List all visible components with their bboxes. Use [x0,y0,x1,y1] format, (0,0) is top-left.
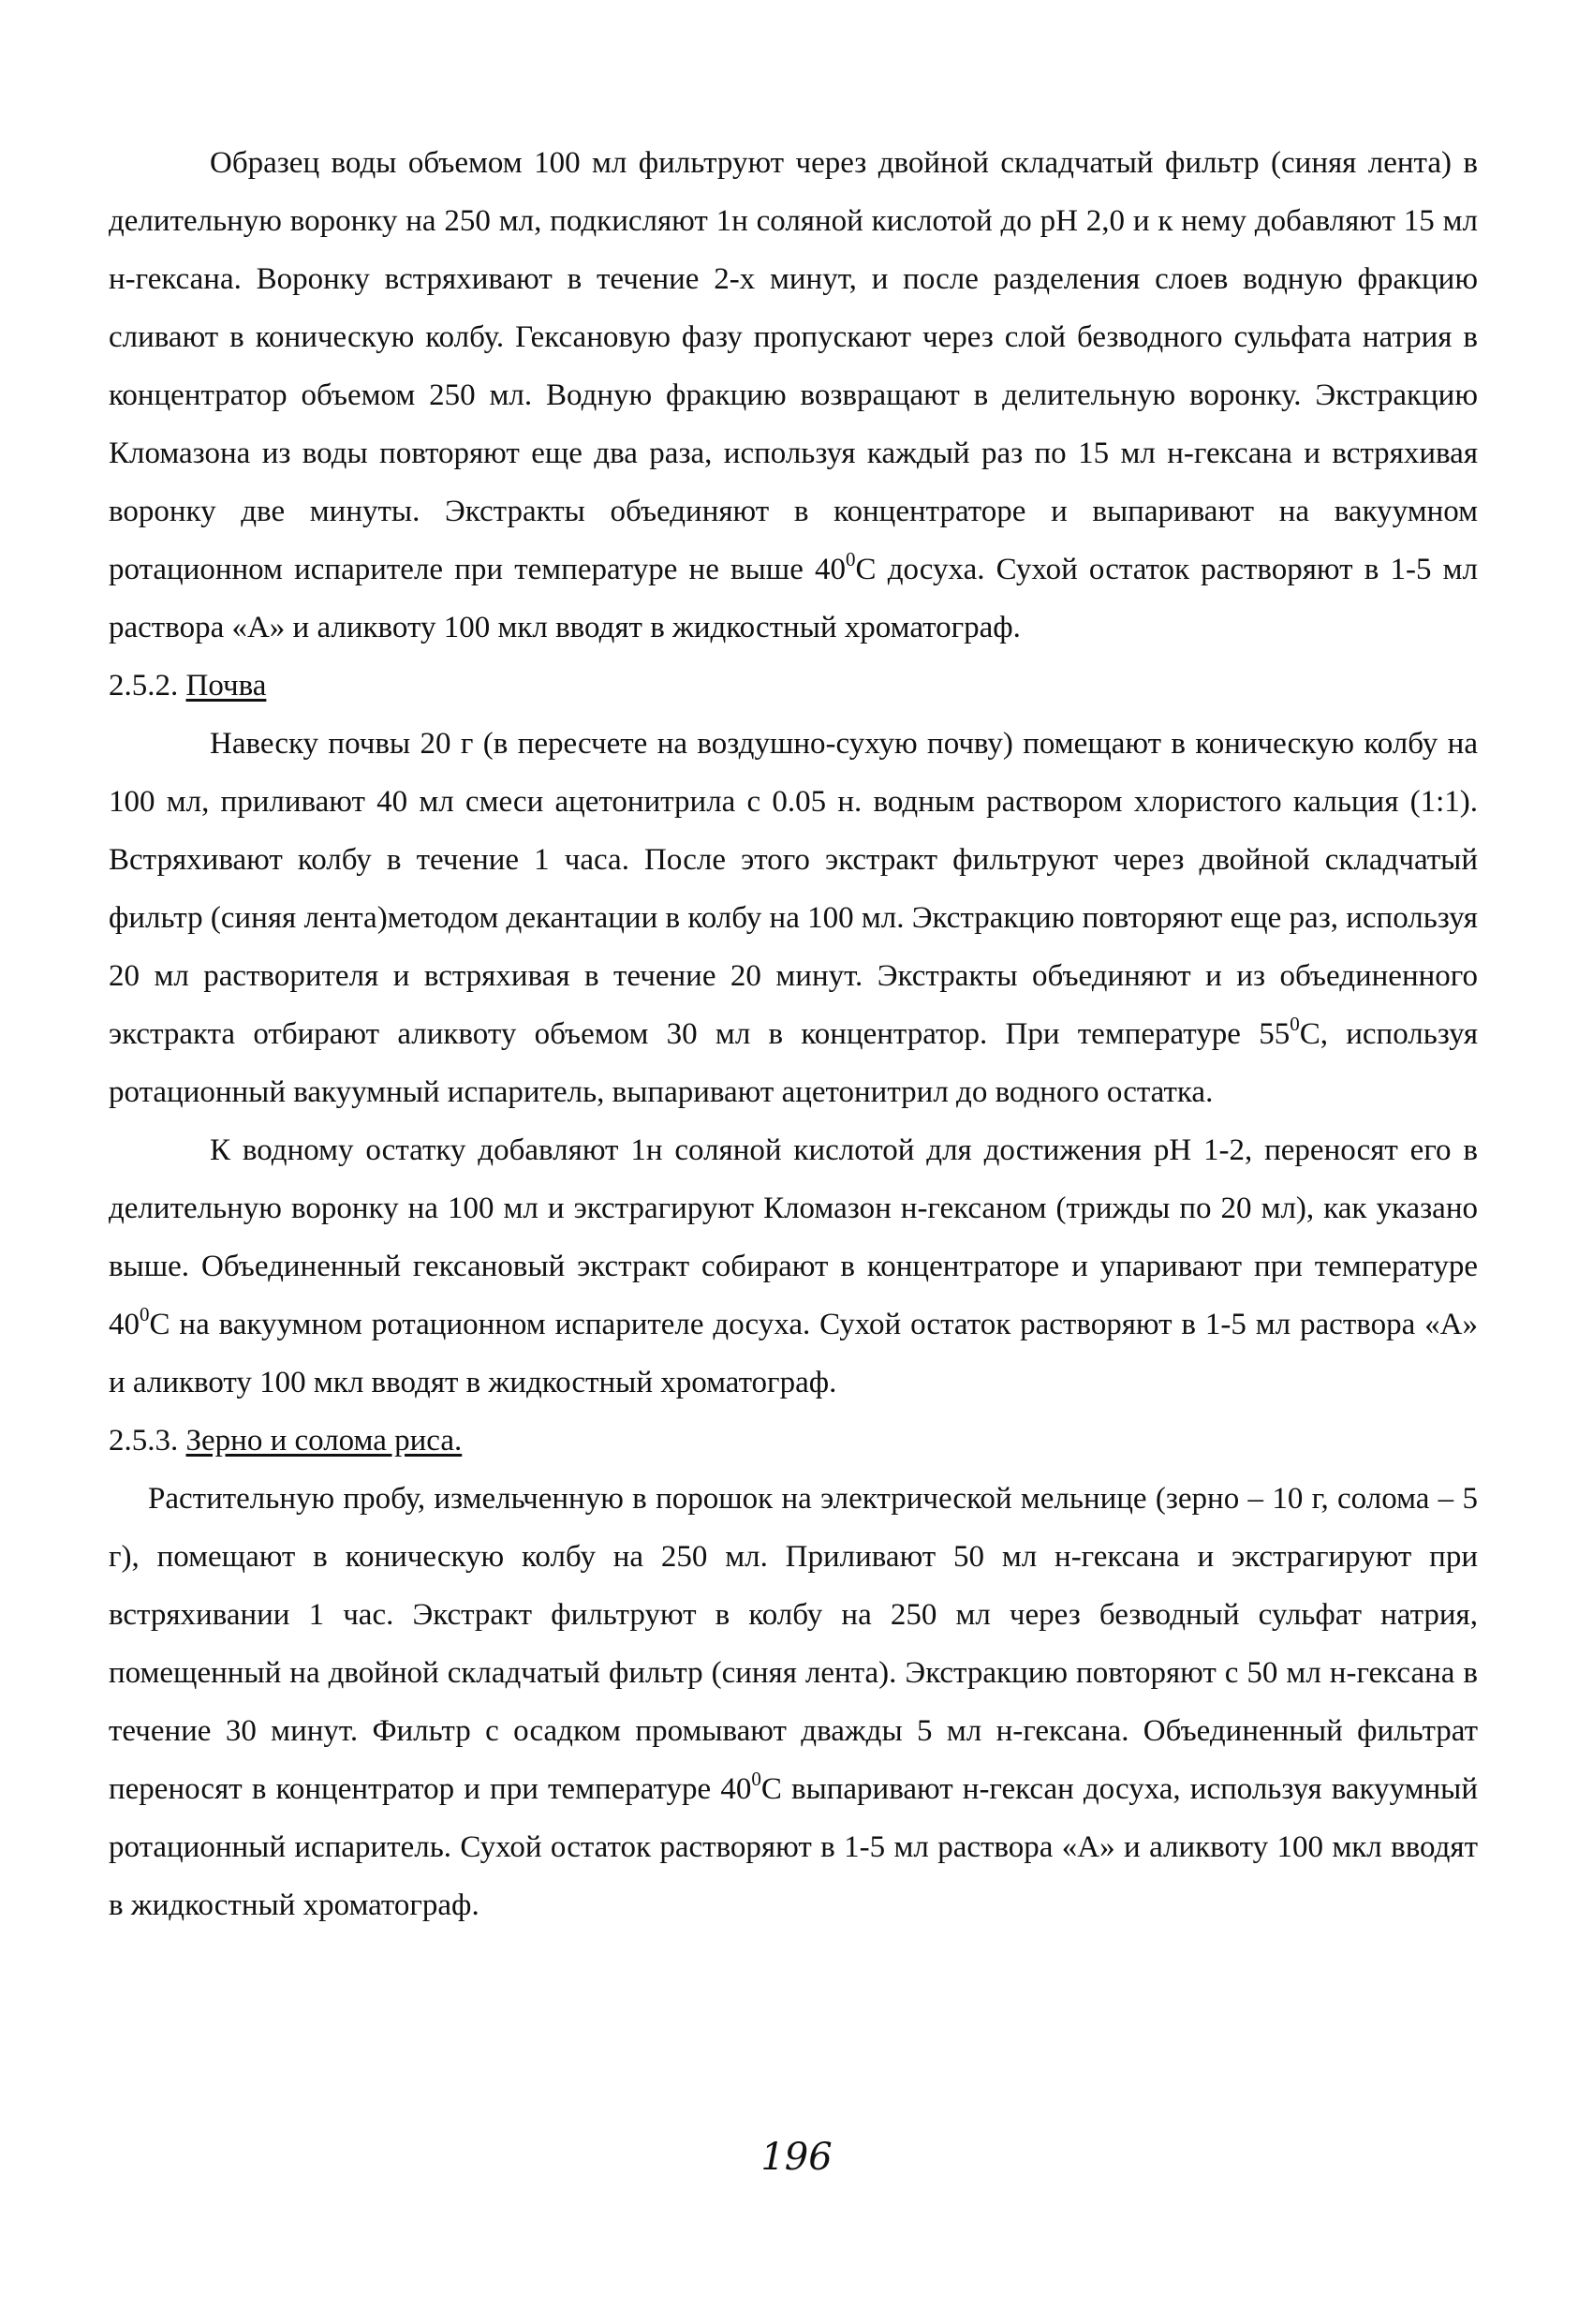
section-heading-rice [109,1412,1478,1470]
superscript: 0 [1290,1013,1300,1035]
paragraph-text: Образец воды объемом 100 мл фильтруют через двойной складчатый фильтр (синяя лента) в делительную воронку на 250 мл, подкисляют 1н соляной кислотой до рН 2,0 и к нему добавляют 15 мл н-гексана. Воронку встряхивают в течение 2-х минут, и после разделения слоев водную фракцию сливают в коническую колбу. Гексановую фазу пропускают через слой безводного сульфата натрия в концентратор объемом 250 мл. Водную фракцию возвращают в делительную воронку. Экстракцию Кломазона из воды повторяют еще два раза, используя каждый раз по 15 мл н-гексана и встряхивая воронку две минуты. Экстракты объединяют в концентраторе и выпаривают на вакуумном ротационном испарителе при температуре не выше 40 [109,146,1478,586]
section-number: 2.5.2. [109,669,179,703]
paragraph-text: Растительную пробу, измельченную в порошок на электрической мельнице (зерно – 10 г, солома – 5 г), помещают в коническую колбу на 250 мл. Приливают 50 мл н-гексана и экстрагируют при встряхивании 1 час. Экстракт фильтруют в колбу на 250 мл через безводный сульфат натрия, помещенный на двойной складчатый фильтр (синяя лента). Экстракцию повторяют с 50 мл н-гексана в течение 30 минут. Фильтр с осадком промывают дважды 5 мл н-гексана. Объединенный фильтрат переносят в концентратор и при температуре 40 [109,1482,1478,1806]
paragraph-text: С выпаривают н-гексан досуха, используя вакуумный ротационный испаритель. Сухой остаток растворяют в 1-5 мл раствора «А» и аликвоту 100 мкл вводят в жидкостный хроматограф. [109,1772,1478,1922]
paragraph-text: С досуха. Сухой остаток растворяют в 1-5 мл раствора «А» и аликвоту 100 мкл вводят в жидкостный хроматограф. [109,553,1478,644]
paragraph-water-sample [109,134,1478,657]
superscript: 0 [751,1768,761,1790]
section-heading-soil [109,657,1478,715]
document-body [109,134,1478,1934]
paragraph-text: К водному остатку добавляют 1н соляной кислотой для достижения рН 1-2, переносят его в делительную воронку на 100 мл и экстрагируют Кломазон н-гексаном (трижды по 20 мл), как указано выше. Объединенный гексановый экстракт собирают в концентраторе и упаривают при температуре 40 [109,1133,1478,1341]
superscript: 0 [846,548,856,570]
paragraph-soil-residue [109,1121,1478,1412]
section-title: Зерно и солома риса. [185,1424,463,1458]
paragraph-rice-extraction [109,1470,1478,1934]
section-title: Почва [185,669,267,703]
paragraph-text: С на вакуумном ротационном испарителе досуха. Сухой остаток растворяют в 1-5 мл раствора «А» и аликвоту 100 мкл вводят в жидкостный хроматограф. [109,1308,1478,1399]
paragraph-text: Навеску почвы 20 г (в пересчете на воздушно-сухую почву) помещают в коническую колбу на 100 мл, приливают 40 мл смеси ацетонитрила с 0.05 н. водным раствором хлористого кальция (1:1). Встряхивают колбу в течение 1 часа. После этого экстракт фильтруют через двойной складчатый фильтр (синяя лента)методом декантации в колбу на 100 мл. Экстракцию повторяют еще раз, используя 20 мл растворителя и встряхивая в течение 20 минут. Экстракты объединяют и из объединенного экстракта отбирают аликвоту объемом 30 мл в концентратор. При температуре 55 [109,727,1478,1051]
paragraph-soil-extraction [109,715,1478,1121]
section-number: 2.5.3. [109,1424,179,1458]
page-number: 196 [760,2136,833,2179]
paragraph-text: С, используя ротационный вакуумный испаритель, выпаривают ацетонитрил до водного остатка. [109,1017,1478,1109]
superscript: 0 [140,1303,150,1325]
